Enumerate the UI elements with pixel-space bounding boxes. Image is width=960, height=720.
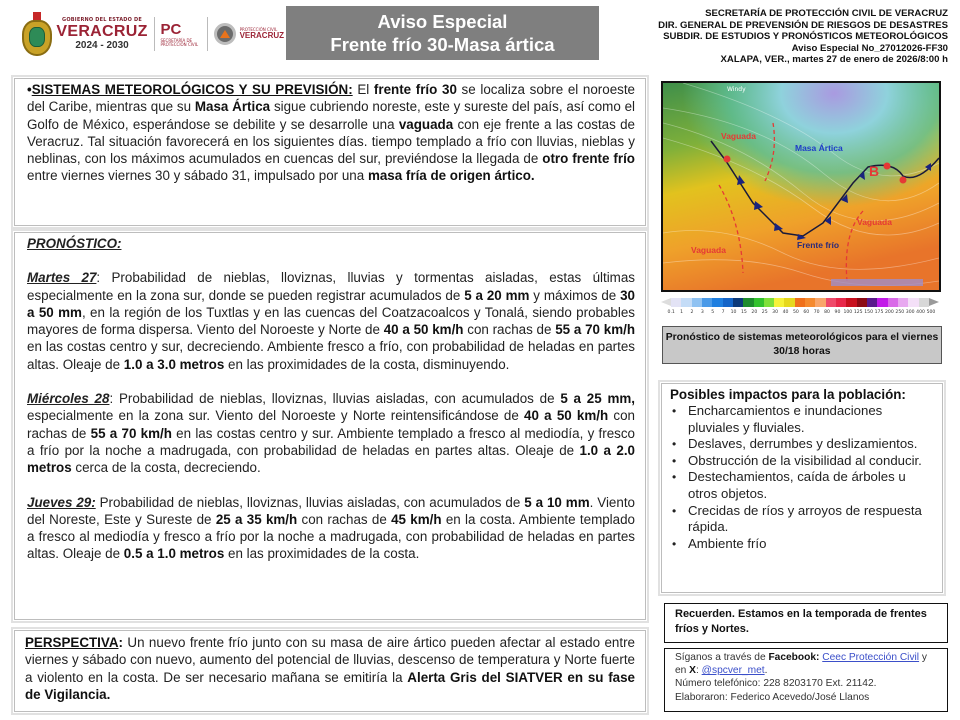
impact-item [670,453,934,470]
map-caption: Pronóstico de sistemas meteorológicos para el viernes 30/18 horas [662,326,942,364]
agency-direccion: DIR. GENERAL DE PREVENSIÓN DE RIESGOS DE DESASTRES [658,19,948,31]
x-link[interactable]: @spcver_met [701,665,765,677]
colorbar-segment [733,298,743,307]
agency-secretaria: SECRETARÍA DE PROTECCIÓN CIVIL DE VERACRUZ [705,8,948,19]
colorbar-segment [702,298,712,307]
label-masa-artica: Masa Ártica [795,143,843,153]
colorbar-tick-label: 0.1 [667,310,675,315]
label-vaguada-nw: Vaguada [721,131,756,141]
colorbar-tick-label: 100 [843,310,853,315]
pronostico-section [14,232,646,620]
impact-text: Destechamientos, caída de árboles u otros objetos. [688,469,906,501]
impact-text: Deslaves, derrumbes y deslizamientos. [688,436,918,452]
colorbar-segment [692,298,702,307]
pcv-logo-line1: PROTECCIÓN CIVIL [239,27,278,32]
colorbar-tick-label: 150 [864,310,873,315]
colorbar-tick-label: 3 [700,310,704,315]
colorbar-tick-label: 300 [905,310,915,315]
colorbar-segment [774,298,784,307]
colorbar-segment [764,298,774,307]
colorbar-tick-label: 40 [782,310,789,315]
impact-item [670,436,934,453]
colorbar-segment [723,298,733,307]
colorbar-segment [898,298,908,307]
agency-subdireccion: SUBDIR. DE ESTUDIOS Y PRONÓSTICOS METEOROLÓGICOS [663,31,948,42]
impacts-box [661,383,943,593]
colorbar-segment [888,298,898,307]
colorbar-tick-label: 250 [895,310,905,315]
x-label: X [689,665,696,677]
pc-logo-line2: SECRETARÍA DE PROTECCIÓN CIVIL [160,37,199,47]
gov-logo-line1: GOBIERNO DEL ESTADO DE [62,16,143,23]
colorbar-segment [754,298,764,307]
phone-number: Número telefónico: 228 8203170 Ext. 21142. [675,678,877,690]
colorbar-segment [815,298,825,307]
colorbar-tick-label: 175 [874,310,884,315]
header-logos [14,6,284,62]
impact-text: Ambiente frío [688,535,767,551]
bullet-icon: • [672,437,677,452]
veracruz-coat-of-arms-icon [20,12,46,56]
sistemas-section [14,78,646,226]
colorbar-segment [867,298,877,307]
colorbar-segment [795,298,805,307]
forecast-map [661,81,941,292]
pc-logo-line1: PC [160,20,182,38]
bullet-icon: • [672,503,677,518]
colorbar-segment [877,298,887,307]
colorbar-tick-label: 10 [730,310,737,315]
facebook-label: Facebook: [768,652,820,663]
issue-date: XALAPA, VER., martes 27 de enero de 2026/8:00 h [720,54,948,65]
windy-watermark: Windy [727,86,746,93]
agency-info [608,8,948,66]
colorbar-segment [805,298,815,307]
colorbar-labels [666,310,936,315]
day-name: Miércoles 28 [27,391,110,407]
label-vaguada-w: Vaguada [691,245,726,255]
map-inner-legend [831,279,923,286]
season-reminder: Recuerden. Estamos en la temporada de frentes fríos y Nortes. [664,603,948,643]
impacts-list [670,403,934,552]
social-line: Síganos a través de Facebook: Ceec Protección Civil y en X: @spcver_met. [675,652,928,677]
colorbar-tick-label: 90 [834,310,841,315]
colorbar-max-arrow [929,298,939,306]
colorbar-tick-label: 25 [761,310,768,315]
bullet-icon: • [672,404,677,418]
colorbar-tick-label: 50 [792,310,799,315]
colorbar-scale [671,298,929,307]
bullet-icon: • [672,453,677,468]
logo-divider [207,17,208,51]
day-name: Jueves 29: [27,494,96,510]
forecast-miercoles: Miércoles 28: Probabilidad de nieblas, lloviznas, lluvias aisladas, con acumulados de 5 a 25 mm, especialmente en la zona sur. Viento del Noroeste y Norte reintensificándose de 40 a 50 km/h con rachas de 55 a 70 km/h en las costas centro y sur. Ambiente templado a fresco al mediodía, y fresco a frío por la noche a madrugada, con probabilidad de heladas en partes altas. Oleaje de 1.0 a 2.0 metros cerca de la costa, decreciendo. [27,391,636,476]
precipitation-colorbar [661,298,941,324]
forecast-martes: Martes 27: Probabilidad de nieblas, lloviznas, lluvias y tormentas aisladas, estas últimas especialmente en la zona sur, donde se pueden registrar acumulados de 5 a 20 mm y máximos de 30 a 50 mm, en la región de los Tuxtlas y en las cuencas del Coatzacoalcos y Tonalá, siendo probables mayores de forma dispersa. Viento del Noroeste y Norte de 40 a 50 km/h con rachas de 55 a 70 km/h en las costas centro y sur, decreciendo. Ambiente fresco a frío, con probabilidad de heladas en partes altas. Oleaje de 1.0 a 3.0 metros en las proximidades de la costa, disminuyendo. [27,270,635,372]
civil-protection-triangle-icon [214,23,236,45]
title-line2: Frente frío 30-Masa ártica [330,34,555,55]
perspectiva-text: PERSPECTIVA: Un nuevo frente frío junto con su masa de aire ártico pueden afectar al estado entre viernes y sábado con nuevo, aumento del potencial de lluvias, descenso de temperatura y Norte fuerte a violento en la costa. De ser necesario mañana se emitiría la Alerta Gris del SIATVER en su fase de Vigilancia. [25,635,635,702]
colorbar-tick-label: 125 [853,310,863,315]
label-vaguada-e: Vaguada [857,217,892,227]
contact-box [664,648,948,712]
gobierno-veracruz-logo [56,18,147,51]
impacts-title: Posibles impactos para la población: [670,387,906,402]
colorbar-segment [671,298,681,307]
perspectiva-section [14,630,646,712]
sistemas-heading: SISTEMAS METEOROLÓGICOS Y SU PREVISIÓN: [31,82,353,97]
colorbar-segment [836,298,846,307]
colorbar-segment [826,298,836,307]
colorbar-tick-label: 7 [721,310,725,315]
arctic-air-mass-area [663,83,939,290]
bullet-icon: • [672,470,677,485]
perspectiva-heading: PERSPECTIVA [25,635,119,650]
colorbar-segment [857,298,867,307]
bullet-icon: • [672,536,677,551]
impact-text: Obstrucción de la visibilidad al conducir. [688,452,922,468]
facebook-link[interactable]: Ceec Protección Civil [822,652,920,663]
colorbar-tick-label: 60 [803,310,810,315]
colorbar-tick-label: 1 [680,310,684,315]
aviso-number: Aviso Especial No_27012026-FF30 [791,42,948,54]
colorbar-tick-label: 2 [690,310,694,315]
gov-logo-line2: VERACRUZ [56,22,148,40]
pronostico-heading: PRONÓSTICO: [27,236,122,251]
colorbar-tick-label: 15 [741,310,747,315]
authors: Elaboraron: Federico Acevedo/José Llanos [675,691,870,703]
colorbar-tick-label: 70 [813,310,820,315]
colorbar-tick-label: 20 [751,310,758,315]
colorbar-segment [908,298,918,307]
label-high-pressure: B [869,163,880,179]
logo-divider [154,17,155,51]
page-title [286,6,599,60]
colorbar-segment [846,298,856,307]
impact-item [670,503,934,536]
colorbar-tick-label: 5 [711,310,715,315]
title-line1: Aviso Especial [377,11,508,32]
impact-text: Encharcamientos e inundaciones pluviales y fluviales. [688,403,883,435]
impact-item [670,469,934,502]
colorbar-tick-label: 80 [824,310,830,315]
pc-logo [160,22,200,47]
colorbar-segment [712,298,722,307]
day-name: Martes 27 [27,270,97,286]
pcv-logo-line2: VERACRUZ [239,31,285,40]
colorbar-tick-label: 30 [772,310,779,315]
colorbar-min-arrow [661,298,671,306]
forecast-jueves: Jueves 29: Probabilidad de nieblas, lloviznas, lluvias aisladas, con acumulados de 5 a 10 mm. Viento del Noreste, Este y Sureste de 25 a 35 km/h con rachas de 45 km/h en la costa. Ambiente templado a fresco al mediodía y fresco a frío por la noche a madrugada, con probabilidad de heladas en partes altas. Oleaje de 0.5 a 1.0 metros en las proximidades de la costa. [27,494,635,562]
impact-item [670,536,934,553]
colorbar-segment [919,298,929,307]
colorbar-segment [784,298,794,307]
sistemas-text: •SISTEMAS METEOROLÓGICOS Y SU PREVISIÓN: El frente frío 30 se localiza sobre el noroeste del Caribe, mientras que su Masa Ártica sigue cubriendo noreste, este y sureste del país, así como el Golfo de México, esperándose se debilite y se desarrolle una vaguada con eje frente a las costas de Veracruz. Tal situación favorecerá en los siguientes días. tiempo templado a frío con lluvias, nieblas y neblinas, con los máximos acumulados en cuencas del sur, previéndose la llegada de otro frente frío entre viernes viernes 30 y sábado 31, impulsado por una masa fría de origen ártico. [27,82,636,184]
colorbar-segment [681,298,691,307]
colorbar-tick-label: 500 [926,310,936,315]
colorbar-tick-label: 400 [916,310,925,315]
colorbar-tick-label: 200 [885,310,894,315]
proteccion-civil-veracruz-logo [214,23,284,45]
impact-item [670,403,934,436]
impact-text: Crecidas de ríos y arroyos de respuesta rápida. [688,502,922,535]
colorbar-segment [743,298,753,307]
gov-logo-line3: 2024 - 2030 [75,39,129,51]
label-frente-frio: Frente frío [797,240,840,250]
